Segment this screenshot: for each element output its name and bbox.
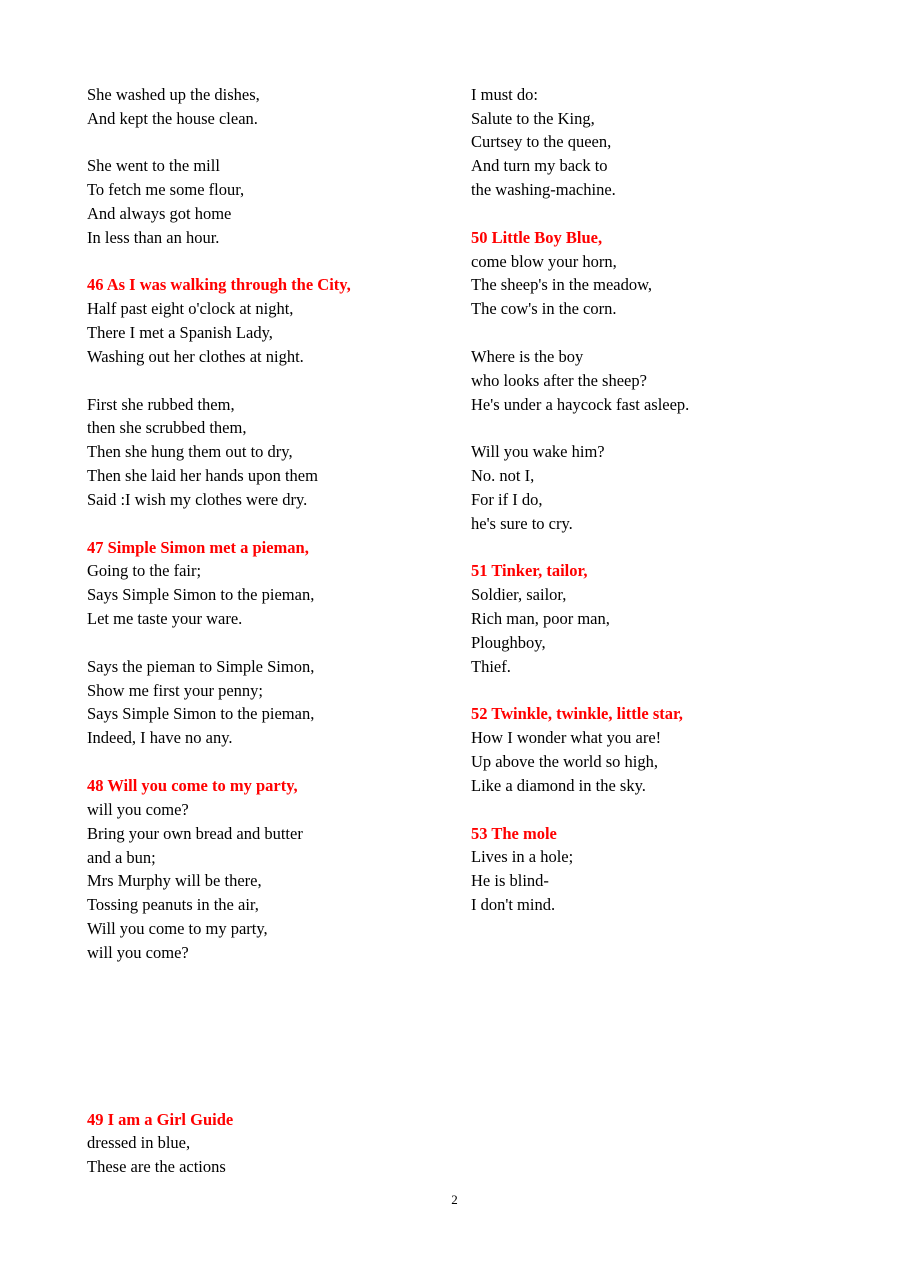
verse-line: will you come? xyxy=(87,800,189,819)
verse-line: Says Simple Simon to the pieman, xyxy=(87,585,315,604)
verse-line: Will you wake him? xyxy=(471,442,605,461)
verse-line: Curtsey to the queen, xyxy=(471,132,612,151)
verse-line: Let me taste your ware. xyxy=(87,609,243,628)
verse-line: Up above the world so high, xyxy=(471,752,658,771)
verse-line: Mrs Murphy will be there, xyxy=(87,871,262,890)
verse-line: Ploughboy, xyxy=(471,633,546,652)
verse-line: Where is the boy xyxy=(471,347,584,366)
verse-line: Going to the fair; xyxy=(87,561,202,580)
verse-line: And always got home xyxy=(87,204,232,223)
verse-line: She washed up the dishes, xyxy=(87,85,260,104)
page-number: 2 xyxy=(451,1192,458,1207)
verse-line: Soldier, sailor, xyxy=(471,585,567,604)
verse-line: Thief. xyxy=(471,657,511,676)
verse-line: There I met a Spanish Lady, xyxy=(87,323,273,342)
verse-line: Then she hung them out to dry, xyxy=(87,442,293,461)
verse-line: These are the actions xyxy=(87,1157,226,1176)
verse-line: No. not I, xyxy=(471,466,535,485)
verse-line: The cow's in the corn. xyxy=(471,299,617,318)
verse-line: he's sure to cry. xyxy=(471,514,573,533)
verse-line: In less than an hour. xyxy=(87,228,220,247)
verse-line: To fetch me some flour, xyxy=(87,180,245,199)
verse-line: the washing-machine. xyxy=(471,180,616,199)
verse-line: Half past eight o'clock at night, xyxy=(87,299,294,318)
verse-line: I must do: xyxy=(471,85,538,104)
verse-line: Will you come to my party, xyxy=(87,919,268,938)
rhyme-heading: 47 Simple Simon met a pieman, xyxy=(87,538,309,557)
verse-line: For if I do, xyxy=(471,490,543,509)
verse-line: dressed in blue, xyxy=(87,1133,191,1152)
verse-line: will you come? xyxy=(87,943,189,962)
verse-line: who looks after the sheep? xyxy=(471,371,647,390)
verse-line: Indeed, I have no any. xyxy=(87,728,233,747)
verse-line: Then she laid her hands upon them xyxy=(87,466,318,485)
verse-line: Bring your own bread and butter xyxy=(87,824,303,843)
verse-line: Salute to the King, xyxy=(471,109,595,128)
rhyme-heading: 46 As I was walking through the City, xyxy=(87,275,351,294)
rhyme-heading: 51 Tinker, tailor, xyxy=(471,561,588,580)
verse-line: I don't mind. xyxy=(471,895,556,914)
verse-line: And turn my back to xyxy=(471,156,608,175)
verse-line: Said :I wish my clothes were dry. xyxy=(87,490,308,509)
rhyme-heading: 49 I am a Girl Guide xyxy=(87,1110,234,1129)
verse-line: then she scrubbed them, xyxy=(87,418,247,437)
verse-line: He's under a haycock fast asleep. xyxy=(471,395,690,414)
verse-line: Washing out her clothes at night. xyxy=(87,347,304,366)
verse-line: And kept the house clean. xyxy=(87,109,258,128)
verse-line: Like a diamond in the sky. xyxy=(471,776,646,795)
verse-line: come blow your horn, xyxy=(471,252,617,271)
verse-line: How I wonder what you are! xyxy=(471,728,662,747)
verse-line: Lives in a hole; xyxy=(471,847,574,866)
rhyme-heading: 48 Will you come to my party, xyxy=(87,776,298,795)
verse-line: Tossing peanuts in the air, xyxy=(87,895,259,914)
verse-line: She went to the mill xyxy=(87,156,220,175)
rhyme-heading: 53 The mole xyxy=(471,824,557,843)
verse-line: Show me first your penny; xyxy=(87,681,263,700)
rhyme-heading: 52 Twinkle, twinkle, little star, xyxy=(471,704,683,723)
verse-line: The sheep's in the meadow, xyxy=(471,275,653,294)
verse-line: Rich man, poor man, xyxy=(471,609,610,628)
verse-line: Says Simple Simon to the pieman, xyxy=(87,704,315,723)
verse-line: Says the pieman to Simple Simon, xyxy=(87,657,315,676)
verse-line: and a bun; xyxy=(87,848,156,867)
verse-line: He is blind- xyxy=(471,871,549,890)
verse-line: First she rubbed them, xyxy=(87,395,235,414)
rhyme-heading: 50 Little Boy Blue, xyxy=(471,228,603,247)
